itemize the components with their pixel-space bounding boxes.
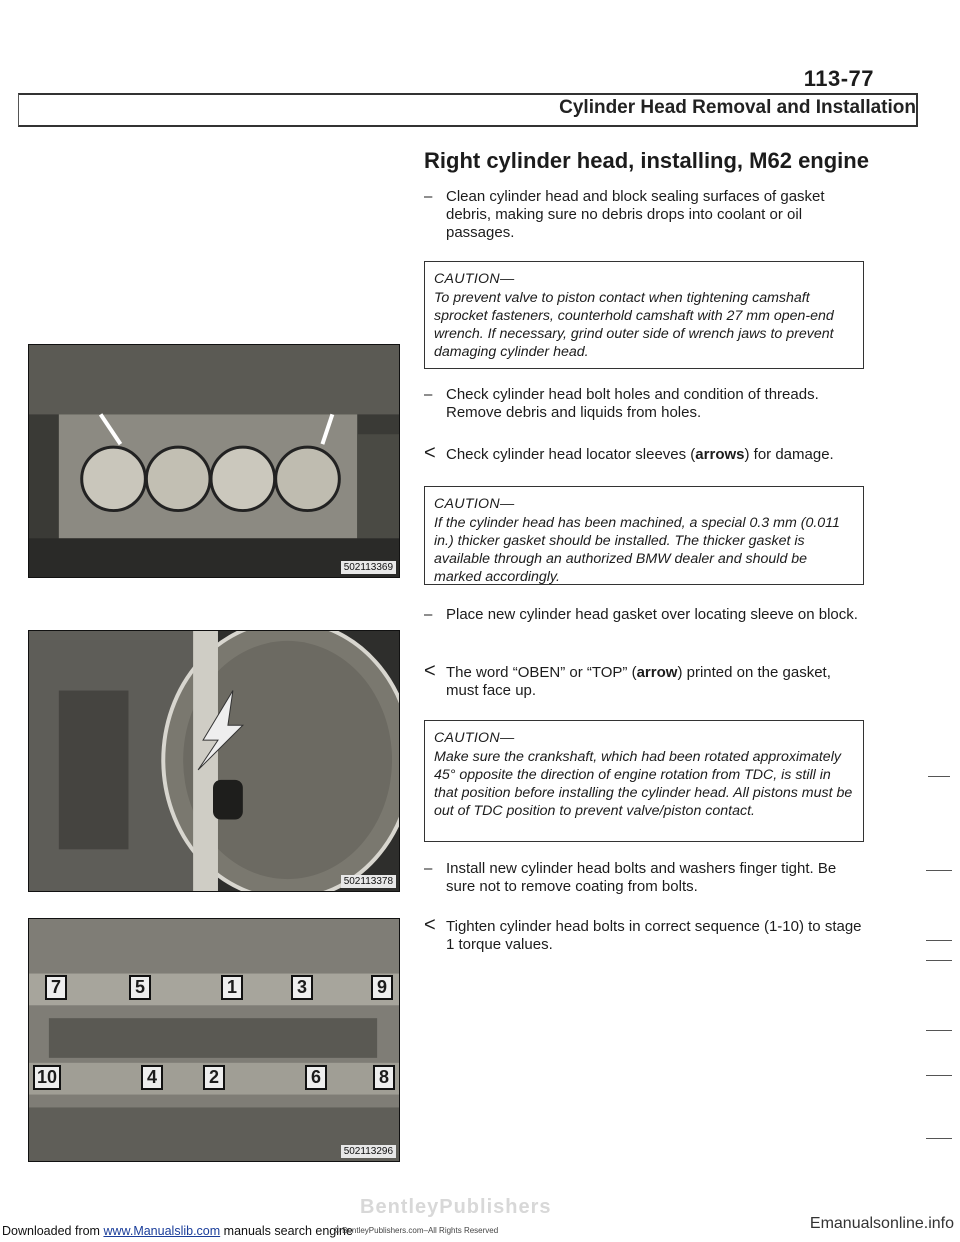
page-number: 113-77: [803, 66, 874, 91]
dash-bullet: –: [424, 188, 433, 205]
chapter-header-title: Cylinder Head Removal and Installation: [559, 97, 916, 118]
margin-tick: [926, 1030, 952, 1031]
margin-tick: [926, 870, 952, 871]
footer-site-name: Emanualsonline.info: [809, 1215, 954, 1232]
step-text: Clean cylinder head and block sealing surfaces of gasket debris, making sure no debris drops into coolant or oil passages.: [446, 188, 825, 241]
sequence-label: 4: [141, 1065, 163, 1090]
camshaft-illustration: [29, 919, 399, 1161]
section-title: Right cylinder head, installing, M62 engine: [424, 148, 869, 173]
step-install-bolts: [424, 860, 864, 896]
step-text: Tighten cylinder head bolts in correct sequence (1-10) to stage 1 torque values.: [446, 918, 862, 953]
sequence-label: 6: [305, 1065, 327, 1090]
sequence-label: 7: [45, 975, 67, 1000]
step-text: The word “OBEN” or “TOP” (arrow) printed on the gasket, must face up.: [446, 664, 831, 699]
step-place-gasket: [424, 606, 864, 624]
engine-block-illustration: [29, 345, 399, 577]
margin-tick: [926, 1075, 952, 1076]
caution-box: [424, 720, 864, 842]
dash-bullet: –: [424, 386, 433, 403]
step-text: Check cylinder head bolt holes and condition of threads. Remove debris and liquids from holes.: [446, 386, 819, 421]
step-text: Place new cylinder head gasket over locating sleeve on block.: [446, 606, 858, 623]
caution-box: [424, 261, 864, 369]
sequence-label: 9: [371, 975, 393, 1000]
caution-text: If the cylinder head has been machined, a special 0.3 mm (0.011 in.) thicker gasket should be installed. The thicker gasket is available through an authorized BMW dealer and should be marked accordingly.: [434, 515, 840, 585]
margin-tick: [926, 960, 952, 961]
dash-bullet: –: [424, 860, 433, 877]
arrow-left-icon: <: [424, 442, 436, 464]
gasket-illustration: [29, 631, 399, 891]
step-clean-surfaces: [424, 188, 864, 242]
margin-tick: [928, 776, 950, 777]
caution-box: [424, 486, 864, 585]
step-tighten-bolts: [424, 914, 864, 954]
caution-text: Make sure the crankshaft, which had been rotated approximately 45° opposite the direction of engine rotation from TDC, is still in that position before installing the cylinder head. All pistons must be out of TDC position to prevent valve/piston contact.: [434, 749, 853, 819]
margin-tick: [926, 1138, 952, 1139]
footer-download-note: [2, 1224, 353, 1238]
caution-label: CAUTION—: [434, 496, 515, 512]
arrow-left-icon: <: [424, 914, 436, 936]
footer-suffix: manuals search engine: [223, 1224, 353, 1238]
sequence-label: 3: [291, 975, 313, 1000]
sequence-label: 5: [129, 975, 151, 1000]
manualslib-link[interactable]: www.Manualslib.com: [103, 1224, 221, 1238]
gasket-photo: [28, 630, 400, 892]
arrow-left-icon: <: [424, 660, 436, 682]
step-text: Check cylinder head locator sleeves (arrows) for damage.: [446, 446, 834, 463]
step-gasket-orientation: [424, 660, 864, 700]
camshaft-bolt-sequence-photo: [28, 918, 400, 1162]
watermark: BentleyPublishers: [360, 1196, 552, 1218]
caution-label: CAUTION—: [434, 271, 515, 287]
caution-label: CAUTION—: [434, 730, 515, 746]
sequence-label: 8: [373, 1065, 395, 1090]
footer-copyright: © BentleyPublishers.com–All Rights Reserved: [334, 1226, 499, 1235]
sequence-label: 2: [203, 1065, 225, 1090]
engine-block-photo: [28, 344, 400, 578]
photo-code: 502113296: [341, 1145, 396, 1158]
caution-text: To prevent valve to piston contact when tightening camshaft sprocket fasteners, counterhold camshaft with 27 mm open-end wrench. If necessary, grind outer side of wrench jaws to prevent damaging cylinder head.: [434, 290, 834, 360]
step-check-locator-sleeves: [424, 442, 864, 464]
step-check-bolt-holes: [424, 386, 864, 422]
footer-prefix: Downloaded from: [2, 1224, 100, 1238]
photo-code: 502113369: [341, 561, 396, 574]
photo-code: 502113378: [341, 875, 396, 888]
step-text: Install new cylinder head bolts and washers finger tight. Be sure not to remove coating from bolts.: [446, 860, 837, 895]
dash-bullet: –: [424, 606, 433, 623]
margin-tick: [926, 940, 952, 941]
sequence-label: 10: [33, 1065, 61, 1090]
sequence-label: 1: [221, 975, 243, 1000]
